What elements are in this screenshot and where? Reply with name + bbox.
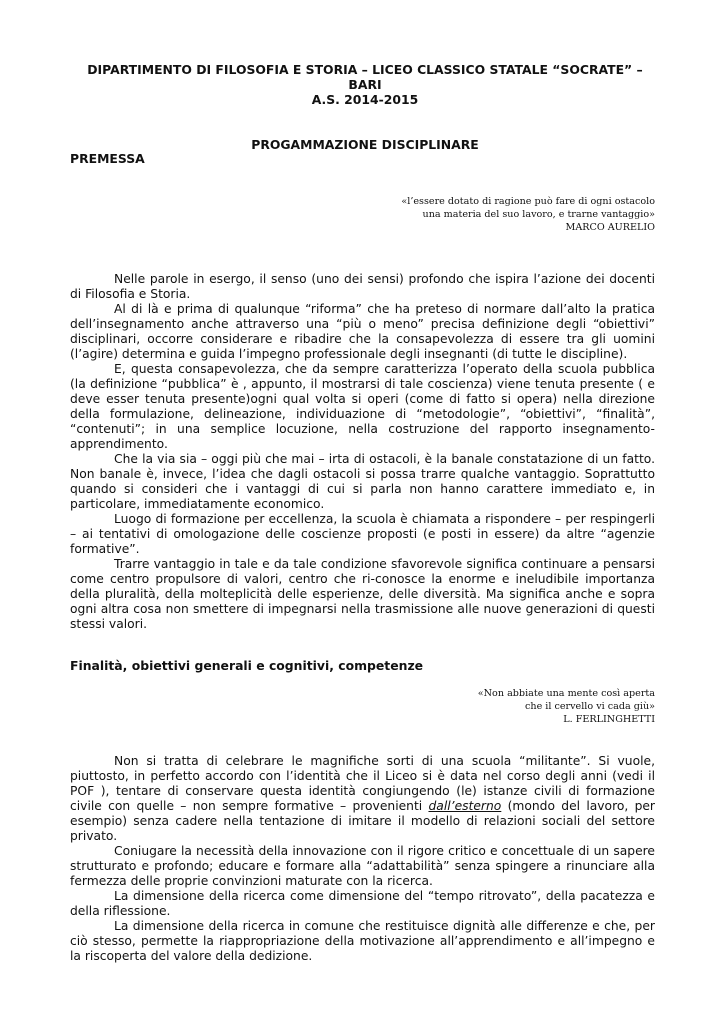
- program-title: PROGAMMAZIONE DISCIPLINARE: [251, 137, 479, 152]
- paragraph: La dimensione della ricerca in comune che restituisce dignità alle differenze e che, per ciò stesso, permette la riappropriazione della motivazione all’apprendimento e all’impegno e la riscoperta del valore della dedizione.: [70, 919, 655, 963]
- paragraph: Luogo di formazione per eccellenza, la scuola è chiamata a rispondere – per respingerli – ai tentativi di omologazione delle coscienze proposti (e posti in essere) da altre “agenzie formative”.: [70, 512, 655, 556]
- header-line-school-year: A.S. 2014-2015: [311, 92, 419, 107]
- paragraph-text: (mondo del lavoro, per esempio) senza cadere nella tentazione di imitare il modello di relazioni sociali del settore privato.: [70, 799, 655, 843]
- paragraph: E, questa consapevolezza, che da sempre caratterizza l’operato della scuola pubblica (la definizione “pubblica” è , appunto, il mostrarsi di tale coscienza) viene tenuta presente ( e deve esser tenuta presente)ogni qual volta si operi (come di fatto si opera) nella direzione della formulazione, delineazione, individuazione di “metodologie”, “obiettivi”, “finalità”, “contenuti”; in una semplice locuzione, nella costruzione del rapporto insegnamento-apprendimento.: [70, 362, 655, 451]
- premessa-epigraph: [275, 195, 655, 234]
- finalita-body: [70, 754, 655, 964]
- epigraph-line: «l’essere dotato di ragione può fare di ogni ostacolo: [401, 196, 655, 207]
- epigraph-author: MARCO AURELIO: [565, 222, 655, 233]
- paragraph-text: Non si tratta di celebrare le magnifiche sorti di una scuola “militante”. Si vuole, piuttosto, in perfetto accordo con l’identità che il Liceo si è data nel corso degli anni (vedi il POF ), tentare di conservare questa identità congiungendo (le) istanze civili di formazione civile con quelle – non sempre formative – provenienti: [70, 754, 655, 813]
- paragraph: Al di là e prima di qualunque “riforma” che ha preteso di normare dall’alto la pratica dell’insegnamento anche attraverso una “più o meno” precisa definizione degli “obiettivi” disciplinari, occorre considerare e ribadire che la consapevolezza di essere tra gli uomini (l’agire) determina e guida l’impegno professionale degli insegnanti (di tutte le discipline).: [70, 302, 655, 361]
- document-header: [70, 62, 660, 107]
- finalita-heading: Finalità, obiettivi generali e cognitivi, competenze: [70, 658, 424, 673]
- paragraph: Trarre vantaggio in tale e da tale condizione sfavorevole significa continuare a pensarsi come centro propulsore di valori, centro che ri-conosce la enorme e ineludibile importanza della pluralità, della molteplicità delle esperienze, delle diversità. Ma significa anche e sopra ogni altra cosa non smettere di impegnarsi nella trasmissione alle nuove generazioni di questi stessi valori.: [70, 557, 655, 631]
- epigraph-line: «Non abbiate una mente così aperta: [477, 688, 655, 699]
- premessa-body: [70, 272, 655, 632]
- epigraph-author: L. FERLINGHETTI: [563, 714, 655, 725]
- epigraph-line: una materia del suo lavoro, e trarne vantaggio»: [422, 209, 655, 220]
- paragraph: Nelle parole in esergo, il senso (uno dei sensi) profondo che ispira l’azione dei docenti di Filosofia e Storia.: [70, 272, 655, 301]
- epigraph-line: che il cervello vi cada giù»: [525, 701, 655, 712]
- paragraph: Coniugare la necessità della innovazione con il rigore critico e concettuale di un sapere strutturato e profondo; educare e formare alla “adattabilità” senza spingere a rinunciare alla fermezza delle proprie convinzioni maturate con la ricerca.: [70, 844, 655, 888]
- header-line-city: BARI: [348, 77, 382, 92]
- emphasized-text: dall’esterno: [428, 799, 502, 813]
- paragraph: Che la via sia – oggi più che mai – irta di ostacoli, è la banale constatazione di un fatto. Non banale è, invece, l’idea che dagli ostacoli si possa trarre qualche vantaggio. Soprattutto quando si consideri che i vantaggi di cui si parla non hanno carattere immediato e, in particolare, immediatamente economico.: [70, 452, 655, 511]
- header-line-department: DIPARTIMENTO DI FILOSOFIA E STORIA – LICEO CLASSICO STATALE “SOCRATE” –: [87, 62, 643, 77]
- paragraph: La dimensione della ricerca come dimensione del “tempo ritrovato”, della pacatezza e della riflessione.: [70, 889, 655, 918]
- premessa-heading: PREMESSA: [70, 151, 145, 166]
- finalita-epigraph: [275, 687, 655, 726]
- paragraph: [70, 754, 655, 844]
